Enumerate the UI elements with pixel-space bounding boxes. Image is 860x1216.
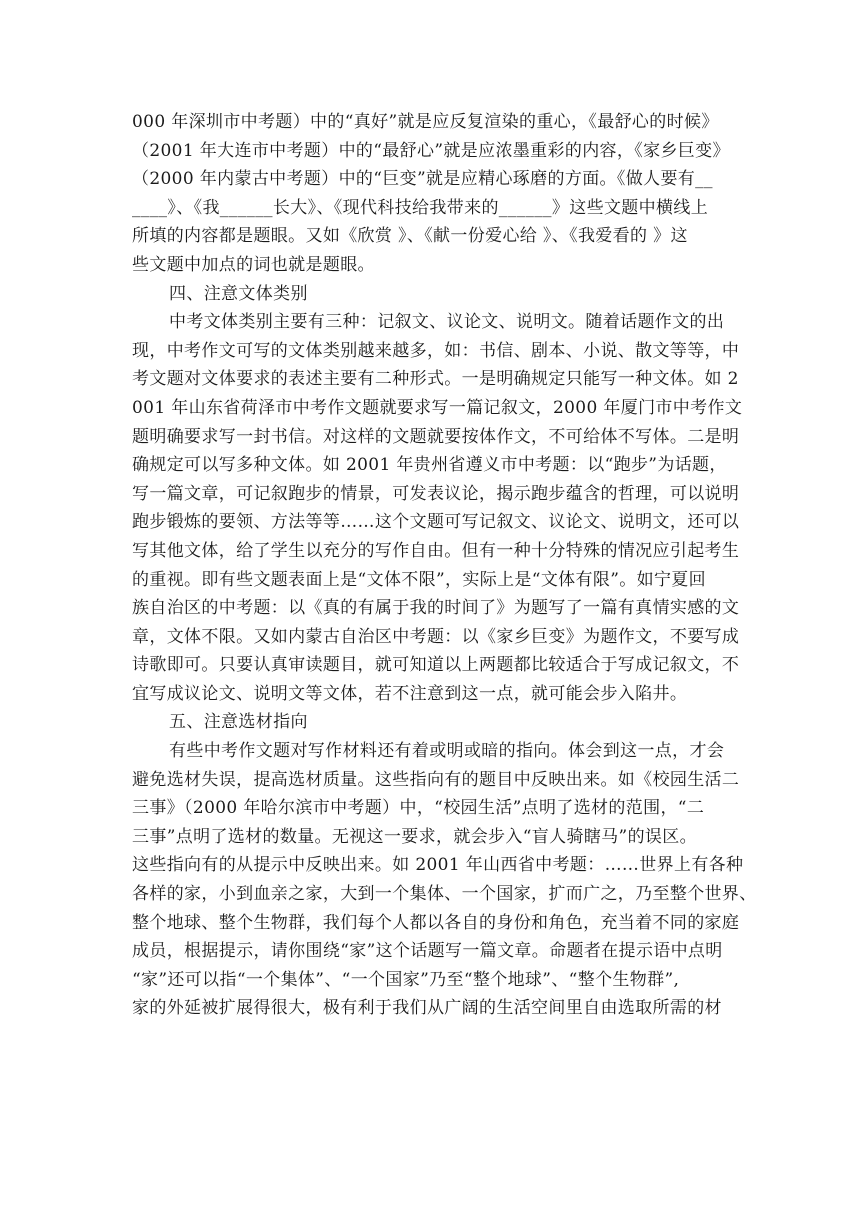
paragraph-line: 写其他文体，给了学生以充分的写作自由。但有一种十分特殊的情况应引起考生 bbox=[132, 540, 740, 561]
paragraph-line: 所填的内容都是题眼。又如《欣赏 》、《献一份爱心给 》、《我爱看的 》这 bbox=[132, 226, 688, 247]
paragraph-line: 确规定可以写多种文体。如 2001 年贵州省遵义市中考题：以“跑步”为话题， bbox=[132, 455, 727, 476]
paragraph-line: 章，文体不限。又如内蒙古自治区中考题：以《家乡巨变》为题作文，不要写成 bbox=[132, 626, 740, 647]
paragraph-line: “家”还可以指“一个集体”、“一个国家”乃至“整个地球”、“整个生物群”, bbox=[132, 969, 680, 990]
paragraph-line: 成员，根据提示，请你围绕“家”这个话题写一篇文章。命题者在提示语中点明 bbox=[132, 941, 723, 962]
paragraph-line: 写一篇文章，可记叙跑步的情景，可发表议论，揭示跑步蕴含的哲理，可以说明 bbox=[132, 483, 740, 504]
paragraph-line-indented: 四、注意文体类别 bbox=[169, 283, 308, 304]
paragraph-line: 诗歌即可。只要认真审读题目，就可知道以上两题都比较适合于写成记叙文，不 bbox=[132, 655, 740, 676]
paragraph-line-indented: 有些中考作文题对写作材料还有着或明或暗的指向。体会到这一点，才会 bbox=[169, 741, 725, 762]
paragraph-line: 整个地球、整个生物群，我们每个人都以各自的身份和角色，充当着不同的家庭 bbox=[132, 912, 740, 933]
document-body bbox=[132, 108, 757, 1023]
paragraph-line: ____》、《我______长大》、《现代科技给我带来的______》这些文题中横线上 bbox=[132, 197, 709, 218]
paragraph-line: 族自治区的中考题：以《真的有属于我的时间了》为题写了一篇有真情实感的文 bbox=[132, 598, 740, 619]
paragraph-line: 各样的家，小到血亲之家，大到一个集体、一个国家，扩而广之，乃至整个世界、 bbox=[132, 884, 757, 905]
paragraph-line: 避免选材失误，提高选材质量。这些指向有的题目中反映出来。如《校园生活二 bbox=[132, 769, 740, 790]
document-page bbox=[132, 108, 757, 1023]
paragraph-line-indented: 五、注意选材指向 bbox=[169, 712, 308, 733]
paragraph-line: （2000 年内蒙古中考题）中的“巨变”就是应精心琢磨的方面。《做人要有__ bbox=[132, 169, 713, 190]
paragraph-line: 001 年山东省荷泽市中考作文题就要求写一篇记叙文，2000 年厦门市中考作文 bbox=[132, 397, 743, 418]
paragraph-line-indented: 中考文体类别主要有三种：记叙文、议论文、说明文。随着话题作文的出 bbox=[169, 312, 725, 333]
paragraph-line: 题明确要求写一封书信。对这样的文题就要按体作文，不可给体不写体。二是明 bbox=[132, 426, 740, 447]
paragraph-line: 这些指向有的从提示中反映出来。如 2001 年山西省中考题：……世界上有各种 bbox=[132, 855, 744, 876]
paragraph-line: （2001 年大连市中考题）中的“最舒心”就是应浓墨重彩的内容，《家乡巨变》 bbox=[132, 140, 730, 161]
paragraph-line: 三事》（2000 年哈尔滨市中考题）中，“校园生活”点明了选材的范围，“二 bbox=[132, 798, 705, 819]
paragraph-line: 的重视。即有些文题表面上是“文体不限”，实际上是“文体有限”。如宁夏回 bbox=[132, 569, 707, 590]
paragraph-line: 三事”点明了选材的数量。无视这一要求，就会步入“盲人骑瞎马”的误区。 bbox=[132, 826, 697, 847]
paragraph-line: 些文题中加点的词也就是题眼。 bbox=[132, 254, 375, 275]
paragraph-line: 现，中考作文可写的文体类别越来越多，如：书信、剧本、小说、散文等等，中 bbox=[132, 340, 740, 361]
paragraph-line: 宜写成议论文、说明文等文体，若不注意到这一点，就可能会步入陷井。 bbox=[132, 683, 688, 704]
paragraph-line: 考文题对文体要求的表述主要有二种形式。一是明确规定只能写一种文体。如 2 bbox=[132, 369, 739, 390]
paragraph-line: 跑步锻炼的要领、方法等等……这个文题可写记叙文、议论文、说明文，还可以 bbox=[132, 512, 740, 533]
paragraph-line: 000 年深圳市中考题）中的“真好”就是应反复渲染的重心，《最舒心的时候》 bbox=[132, 112, 719, 132]
paragraph-line: 家的外延被扩展得很大，极有利于我们从广阔的生活空间里自由选取所需的材 bbox=[132, 998, 722, 1019]
